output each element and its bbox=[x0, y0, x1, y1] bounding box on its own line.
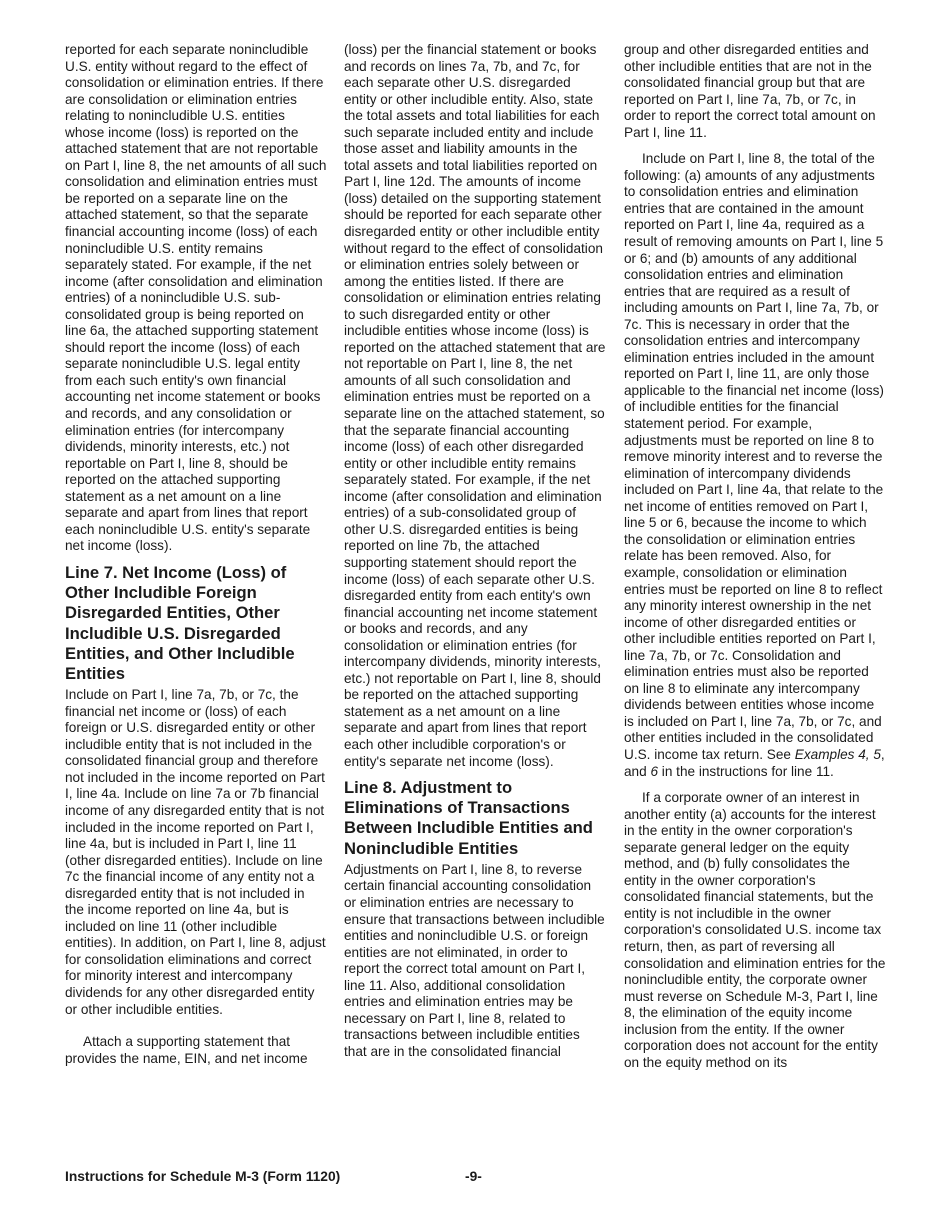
paragraph-line8-continued: group and other disregarded entities and other includible entities that are not in the consolidated financial group but that are reported on Part I, line 7a, 7b, or 7c, in order to report the correct total amount on Part I, line 11. bbox=[624, 42, 876, 140]
text-column-2 bbox=[344, 42, 606, 1060]
text-column-1 bbox=[65, 42, 327, 1067]
paragraph-line7-attach-statement: Attach a supporting statement that provides the name, EIN, and net income bbox=[65, 1034, 308, 1066]
paragraph-text: in the instructions for line 11. bbox=[658, 763, 834, 779]
examples-reference: Examples 4, 5 bbox=[794, 746, 881, 762]
paragraph-line8-intro: Adjustments on Part I, line 8, to reverse certain financial accounting consolidation or elimination entries are necessary to ensure that transactions between includible entities and nonincludible U.S. or foreign entities are not eliminated, in order to report the correct total amount on Part I, line 11. Also, additional consolidation entries and elimination entries may be necessary on Part I, line 8, related to transactions between includible entities that are in the consolidated financial bbox=[344, 861, 605, 1059]
paragraph-line6-continued: reported for each separate nonincludible U.S. entity without regard to the effect of consolidation or elimination entries. If there are consolidation or elimination entries relating to nonincludible U.S. entities whose income (loss) is reported on the attached statement that are not reportable on Part I, line 8, the net amounts of all such consolidation and elimination entries must be reported on a separate line on the attached statement, so that the separate financial accounting income (loss) of each nonincludible U.S. entity remains separately stated. For example, if the net income (after consolidation and elimination entries) of a nonincludible U.S. sub-consolidated group is being reported on line 6a, the attached supporting statement should report the income (loss) of each separate nonincludible U.S. legal entity from each such entity's own financial accounting net income statement or books and records, and any consolidation or elimination entries (for intercompany dividends, minority interests, etc.) not reportable on Part I, line 8, should be reported on the attached supporting statement as a net amount on a line separate and apart from lines that report each nonincludible U.S. entity's separate net income (loss). bbox=[65, 42, 327, 554]
paragraph-line7-intro: Include on Part I, line 7a, 7b, or 7c, the financial net income or (loss) of each foreign or U.S. disregarded entity or other includible entity that is not included in the consolidated financial group and therefore not included in the income reported on Part I, line 4a. Include on line 7a or 7b financial income of any disregarded entity that is not included in the income reported on Part I, line 4a, but is included in Part I, line 11 (other disregarded entities). Include on line 7c the financial income of any entity not a disregarded entity that is not included in the income reported on line 4a, but is included on line 11 (other includible entities). In addition, on Part I, line 8, adjust for consolidation eliminations and correct for minority interest and intercompany dividends for any other disregarded entity or other includible entities. bbox=[65, 687, 326, 1017]
text-column-3 bbox=[624, 42, 886, 1071]
paragraph-line7-continued: (loss) per the financial statement or books and records on lines 7a, 7b, and 7c, for each separate other U.S. disregarded entity or other includible entity. Also, state the total assets and total liabilities for each such separate included entity and include those asset and liability amounts in the total assets and total liabilities reported on Part I, line 12d. The amounts of income (loss) detailed on the supporting statement should be reported for each separate other disregarded entity or other includible entity without regard to the effect of consolidation or elimination entries solely between or among the entities listed. If there are consolidation or elimination entries relating to such disregarded entity or other includible entities whose income (loss) is reported on the attached statement that are not reportable on Part I, line 8, the net amounts of all such consolidation and elimination entries must be reported on a separate line on the attached statement, so that the separate financial accounting income (loss) of each other disregarded entity or other includible entity remains separately stated. For example, if the net income (after consolidation and elimination entries) of a sub-consolidated group of other U.S. disregarded entities is being reported on line 7b, the attached supporting statement should report the income (loss) of each separate other U.S. disregarded entity from each entity's own financial accounting net income statement or books and records, and any consolidation or elimination entries (for intercompany dividends, minority interests, etc.) not reportable on Part I, line 8, should be reported on the attached supporting statement as a net amount on a line separate and apart from lines that report each other includible corporation's or entity's separate net income (loss). bbox=[344, 42, 606, 769]
paragraph-text: Include on Part I, line 8, the total of the following: (a) amounts of any adjustments to consolidation entries and elimination entries that are contained in the amount reported on Part I, line 4a, required as a result of removing amounts on Part I, line 5 or 6; and (b) amounts of any additional consolidation entries and elimination entries that are required as a result of including amounts on Part I, line 7a, 7b, or 7c. This is necessary in order that the consolidation entries and intercompany elimination entries included in the amount reported on Part I, line 11, are only those applicable to the financial net income (loss) of includible entities for the financial statement period. For example, adjustments must be reported on line 8 to remove minority interest and to reverse the elimination of intercompany dividends included on Part I, line 4a, that relate to the net income of entities removed on Part I, line 5 or 6, because the income to which the consolidation or elimination entries relate has been removed. Also, for example, consolidation or elimination entries must be reported on line 8 to reflect any minority interest ownership in the net income of other disregarded entities or other includible entities reported on Part I, line 7a, 7b, or 7c. Consolidation and elimination entries must also be reported on line 8 to eliminate any intercompany dividends between entities whose income is included on Part I, line 7a, 7b, or 7c, and other entities included in the consolidated U.S. income tax return. See bbox=[624, 151, 884, 762]
footer-form-title: Instructions for Schedule M-3 (Form 1120) bbox=[65, 1169, 341, 1184]
example-6-reference: 6 bbox=[650, 763, 659, 779]
page-number: -9- bbox=[465, 1169, 482, 1184]
paragraph-line8-total bbox=[624, 151, 886, 780]
paragraph-text: , and bbox=[624, 746, 885, 779]
paragraph-corporate-owner: If a corporate owner of an interest in another entity (a) accounts for the interest in the entity in the owner corporation's separate general ledger on the equity method, and (b) fully consolidates the entity in the owner corporation's consolidated financial statements, but the entity is not includible in the owner corporation's consolidated U.S. income tax return, then, as part of reversing all consolidation and elimination entries for the nonincludible entity, the corporate owner must reverse on Schedule M-3, Part I, line 8, the elimination of the equity income inclusion from the entity. If the owner corporation does not account for the entity on the equity method on its bbox=[624, 790, 886, 1070]
section-heading-line-7: Line 7. Net Income (Loss) of Other Includible Foreign Disregarded Entities, Other Includible U.S. Disregarded Entities, and Other Includible Entities bbox=[65, 562, 295, 683]
section-heading-line-8: Line 8. Adjustment to Eliminations of Transactions Between Includible Entities and Nonincludible Entities bbox=[344, 778, 593, 858]
